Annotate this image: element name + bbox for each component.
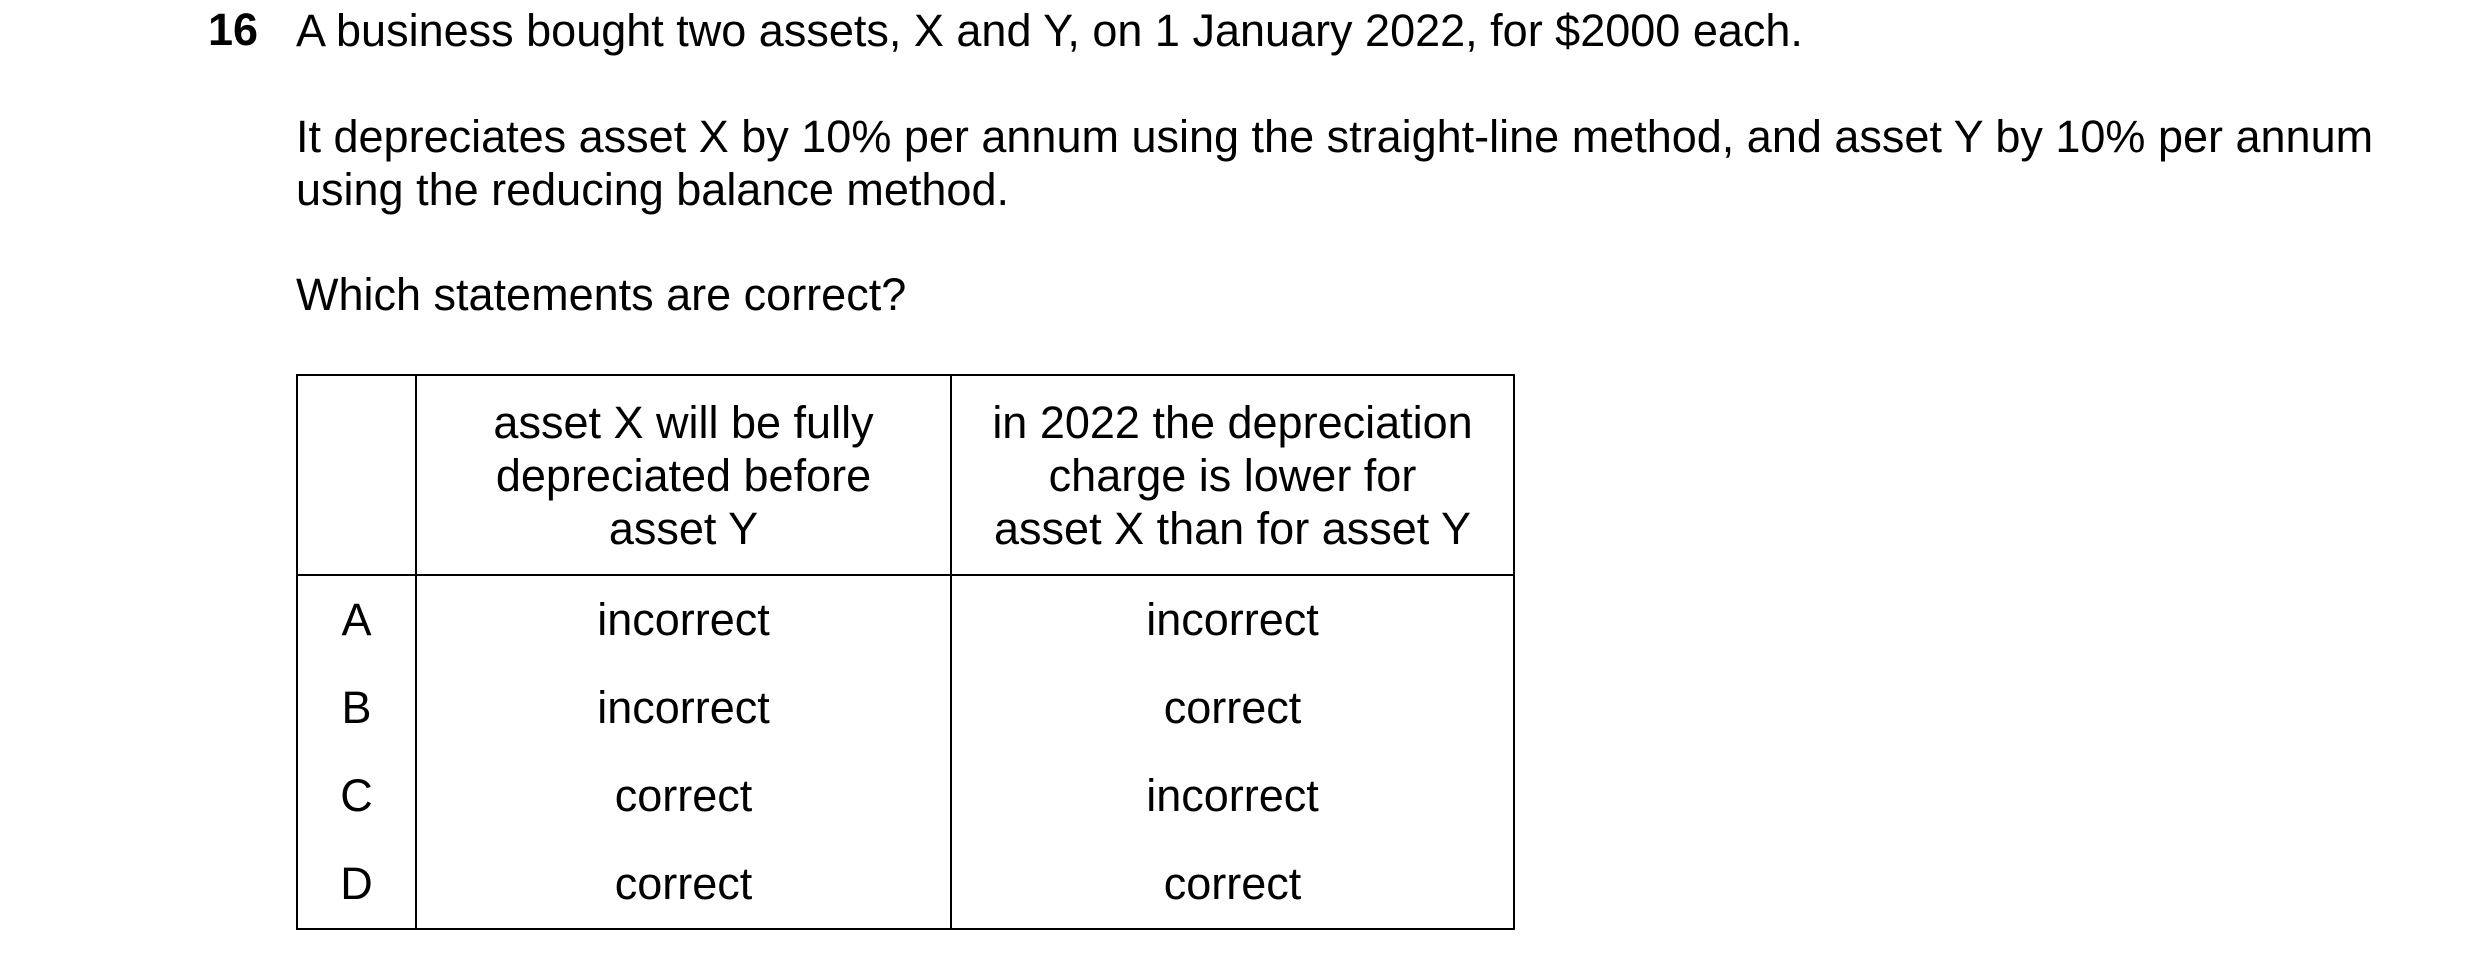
option-letter: D	[297, 840, 416, 929]
header-depreciation-charge	[951, 375, 1514, 575]
option-row-a	[297, 575, 1514, 664]
option-row-d	[297, 840, 1514, 929]
header-line: in 2022 the depreciation	[992, 396, 1473, 448]
option-letter: A	[297, 575, 416, 664]
question-method: It depreciates asset X by 10% per annum using the straight-line method, and asset Y by 10% per annum using the reducing balance method.	[296, 111, 2374, 215]
answer-options-table	[296, 374, 1515, 930]
option-col1: correct	[416, 752, 951, 840]
header-line: asset Y	[608, 502, 759, 554]
header-line: asset X will be fully	[493, 396, 874, 448]
option-col2: correct	[951, 664, 1514, 752]
question-prompt: Which statements are correct?	[296, 269, 907, 320]
header-line: asset X than for asset Y	[994, 502, 1471, 554]
header-empty-cell	[297, 375, 416, 575]
option-row-c	[297, 752, 1514, 840]
option-col2: correct	[951, 840, 1514, 929]
option-col1: incorrect	[416, 575, 951, 664]
question-intro: A business bought two assets, X and Y, on 1 January 2022, for $2000 each.	[296, 5, 1803, 56]
option-row-b	[297, 664, 1514, 752]
header-fully-depreciated	[416, 375, 951, 575]
header-line: charge is lower for	[1048, 449, 1417, 501]
option-col1: incorrect	[416, 664, 951, 752]
option-col2: incorrect	[951, 575, 1514, 664]
option-col1: correct	[416, 840, 951, 929]
option-letter: C	[297, 752, 416, 840]
header-line: depreciated before	[495, 449, 872, 501]
table-header-row	[297, 375, 1514, 575]
question-number: 16	[208, 4, 259, 55]
option-letter: B	[297, 664, 416, 752]
option-col2: incorrect	[951, 752, 1514, 840]
